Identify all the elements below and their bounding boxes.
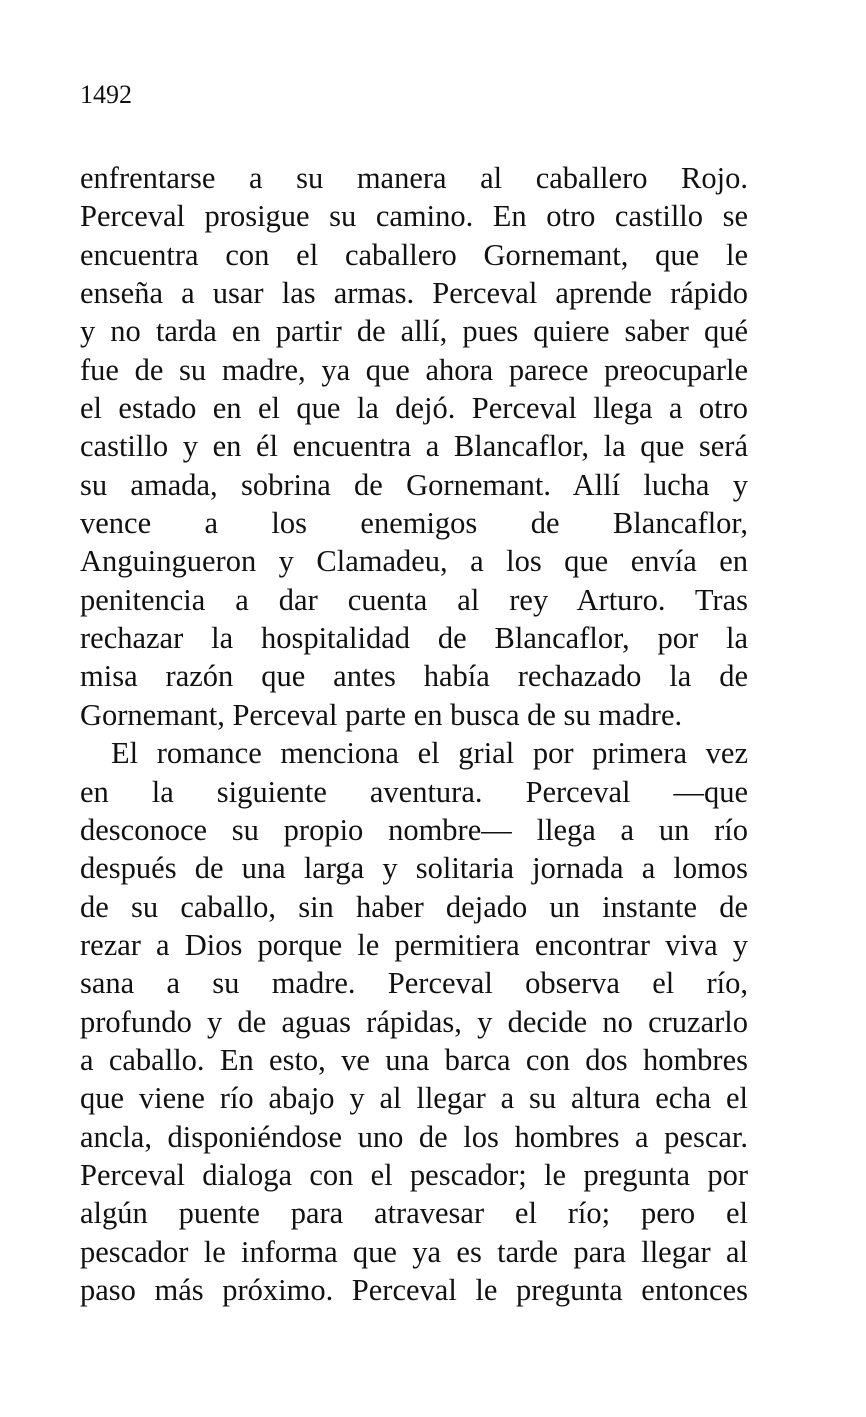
text-line: su amada, sobrina de Gornemant. Allí lucha y (80, 467, 748, 502)
text-line: y no tarda en partir de allí, pues quiere saber qué (80, 314, 748, 349)
text-line: ancla, disponiéndose uno de los hombres a pescar. (80, 1119, 748, 1154)
text-line: Perceval prosigue su camino. En otro castillo se (80, 199, 748, 234)
text-line: Gornemant, Perceval parte en busca de su madre. (80, 697, 683, 732)
body-text (80, 159, 748, 1309)
text-line: encuentra con el caballero Gornemant, que le (80, 237, 748, 272)
text-line: paso más próximo. Perceval le pregunta entonces (80, 1272, 748, 1307)
text-line: castillo y en él encuentra a Blancaflor, la que será (80, 429, 748, 464)
page-number: 1492 (80, 80, 132, 109)
text-line: pescador le informa que ya es tarde para llegar al (80, 1234, 748, 1269)
text-line: misa razón que antes había rechazado la de (80, 659, 748, 694)
text-line: rechazar la hospitalidad de Blancaflor, por la (80, 621, 748, 656)
text-line: rezar a Dios porque le permitiera encontrar viva y (80, 927, 748, 962)
text-line: enseña a usar las armas. Perceval aprende rápido (80, 276, 748, 311)
text-line: Perceval dialoga con el pescador; le pregunta por (80, 1157, 748, 1192)
text-line: Anguingueron y Clamadeu, a los que envía en (80, 544, 748, 579)
text-line: El romance menciona el grial por primera vez (111, 736, 748, 771)
text-line: penitencia a dar cuenta al rey Arturo. Tras (80, 582, 748, 617)
text-line: sana a su madre. Perceval observa el río, (80, 966, 748, 1001)
text-line: fue de su madre, ya que ahora parece preocuparle (80, 352, 748, 387)
text-line: profundo y de aguas rápidas, y decide no cruzarlo (80, 1004, 748, 1039)
text-line: vence a los enemigos de Blancaflor, (80, 506, 748, 541)
text-line: enfrentarse a su manera al caballero Rojo. (80, 161, 748, 195)
text-line: después de una larga y solitaria jornada a lomos (80, 851, 748, 886)
text-line: que viene río abajo y al llegar a su altura echa el (80, 1081, 748, 1116)
text-line: algún puente para atravesar el río; pero el (80, 1196, 748, 1231)
text-line: a caballo. En esto, ve una barca con dos hombres (80, 1042, 748, 1077)
text-line: de su caballo, sin haber dejado un instante de (80, 889, 748, 924)
paragraph-2 (80, 734, 748, 1309)
text-line: el estado en el que la dejó. Perceval llega a otro (80, 391, 748, 426)
text-line: desconoce su propio nombre— llega a un río (80, 812, 748, 847)
text-line: en la siguiente aventura. Perceval —que (80, 774, 748, 809)
paragraph-1 (80, 159, 748, 734)
